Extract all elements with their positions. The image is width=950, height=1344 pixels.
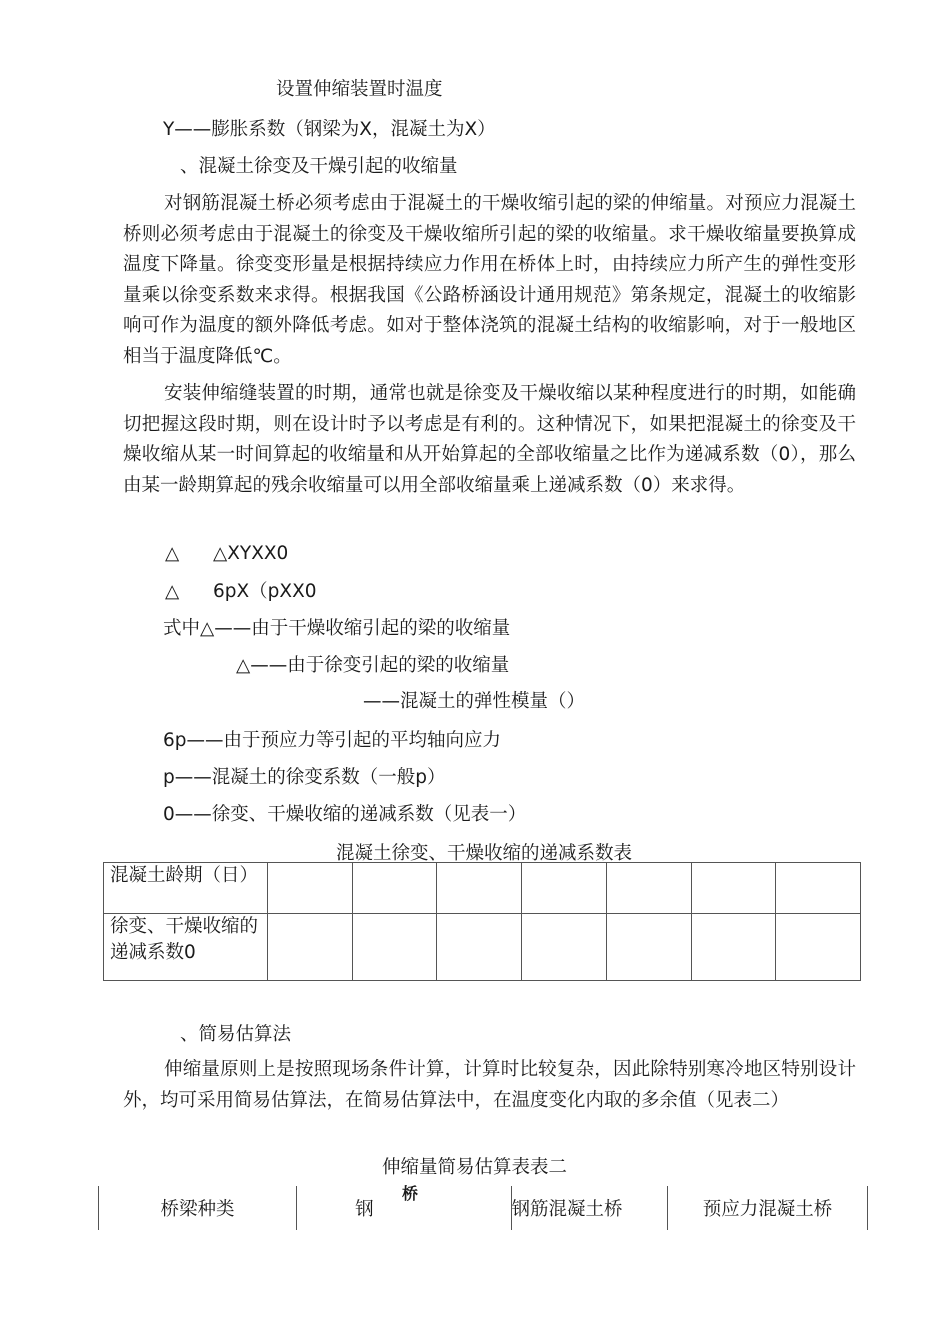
table-cell — [522, 863, 607, 914]
definition-creep-coefficient: p——混凝土的徐变系数（一般p） — [163, 767, 446, 788]
paragraph-simple-estimation: 伸缩量原则上是按照现场条件计算，计算时比较复杂，因此除特别寒冷地区特别设计外，均可采用简易估算法，在简易估算法中，在温度变化内取的多余值（见表二） — [123, 1059, 856, 1111]
table-cell-coefficient-label: 徐变、干燥收缩的递减系数0 — [104, 914, 268, 981]
table-cell — [606, 914, 691, 981]
table-header-steel: 钢 — [297, 1186, 511, 1230]
formula-1-symbol: △ — [165, 543, 180, 564]
table-cell — [522, 914, 607, 981]
definition-dry-shrinkage: 式中△——由于干燥收缩引起的梁的收缩量 — [163, 618, 511, 639]
definition-creep: △——由于徐变引起的梁的收缩量 — [236, 655, 510, 676]
formula-2-symbol: △ — [165, 581, 180, 602]
table-header-pc-bridge: 预应力混凝土桥 — [667, 1186, 867, 1230]
definition-reduction-coefficient: 0——徐变、干燥收缩的递减系数（见表一） — [163, 804, 527, 825]
simple-estimation-table — [98, 1186, 868, 1230]
line-expansion-coefficient: Y——膨胀系数（钢梁为X，混凝土为X） — [163, 119, 496, 140]
table1-caption: 混凝土徐变、干燥收缩的递减系数表 — [336, 843, 633, 864]
table-header-rc-bridge: 钢筋混凝土桥 — [511, 1186, 667, 1230]
section-heading-creep-shrinkage: 、混凝土徐变及干燥引起的收缩量 — [180, 156, 458, 177]
table-row — [99, 1186, 868, 1230]
table-cell — [776, 914, 861, 981]
table-cell — [691, 863, 776, 914]
formula-1: △XYXX0 — [213, 543, 289, 564]
table-header-bridge-type: 桥梁种类 — [99, 1186, 297, 1230]
reduction-coefficient-table — [103, 862, 861, 981]
definition-elastic-modulus: ——混凝土的弹性模量（） — [363, 691, 586, 712]
table-cell — [352, 863, 437, 914]
table-cell — [268, 863, 353, 914]
table-cell — [437, 863, 522, 914]
table-cell — [606, 863, 691, 914]
table-row — [104, 914, 861, 981]
paragraph-shrinkage: 对钢筋混凝土桥必须考虑由于混凝土的干燥收缩引起的梁的伸缩量。对预应力混凝土桥则必须考虑由于混凝土的徐变及干燥收缩所引起的梁的收缩量。求干燥收缩量要换算成温度下降量。徐变变形量是根据持续应力作用在桥体上时，由持续应力所产生的弹性变形量乘以徐变系数来求得。根据我国《公路桥涵设计通用规范》第条规定，混凝土的收缩影响可作为温度的额外降低考虑。如对于整体浇筑的混凝土结构的收缩影响，对于一般地区相当于温度降低℃。 — [123, 193, 856, 367]
table-cell — [776, 863, 861, 914]
table2-caption: 伸缩量简易估算表表二 — [382, 1157, 568, 1178]
table-cell-age-label: 混凝土龄期（日） — [104, 863, 268, 914]
table-cell — [268, 914, 353, 981]
paragraph-installation-period: 安装伸缩缝装置的时期，通常也就是徐变及干燥收缩以某种程度进行的时期，如能确切把握这段时期，则在设计时予以考虑是有利的。这种情况下，如果把混凝土的徐变及干燥收缩从某一时间算起的收缩量和从开始算起的全部收缩量之比作为递减系数（0），那么由某一龄期算起的残余收缩量可以用全部收缩量乘上递减系数（0）来求得。 — [123, 383, 856, 496]
table2-steel-bridge-suffix: 桥 — [402, 1184, 419, 1203]
section-heading-simple-estimation: 、简易估算法 — [180, 1024, 292, 1045]
table-row — [104, 863, 861, 914]
table-cell — [437, 914, 522, 981]
table-cell — [691, 914, 776, 981]
table-cell — [352, 914, 437, 981]
line-install-temperature: 设置伸缩装置时温度 — [276, 79, 443, 100]
formula-2: 6pX（pXX0 — [213, 581, 317, 602]
definition-axial-stress: 6p——由于预应力等引起的平均轴向应力 — [163, 730, 502, 751]
